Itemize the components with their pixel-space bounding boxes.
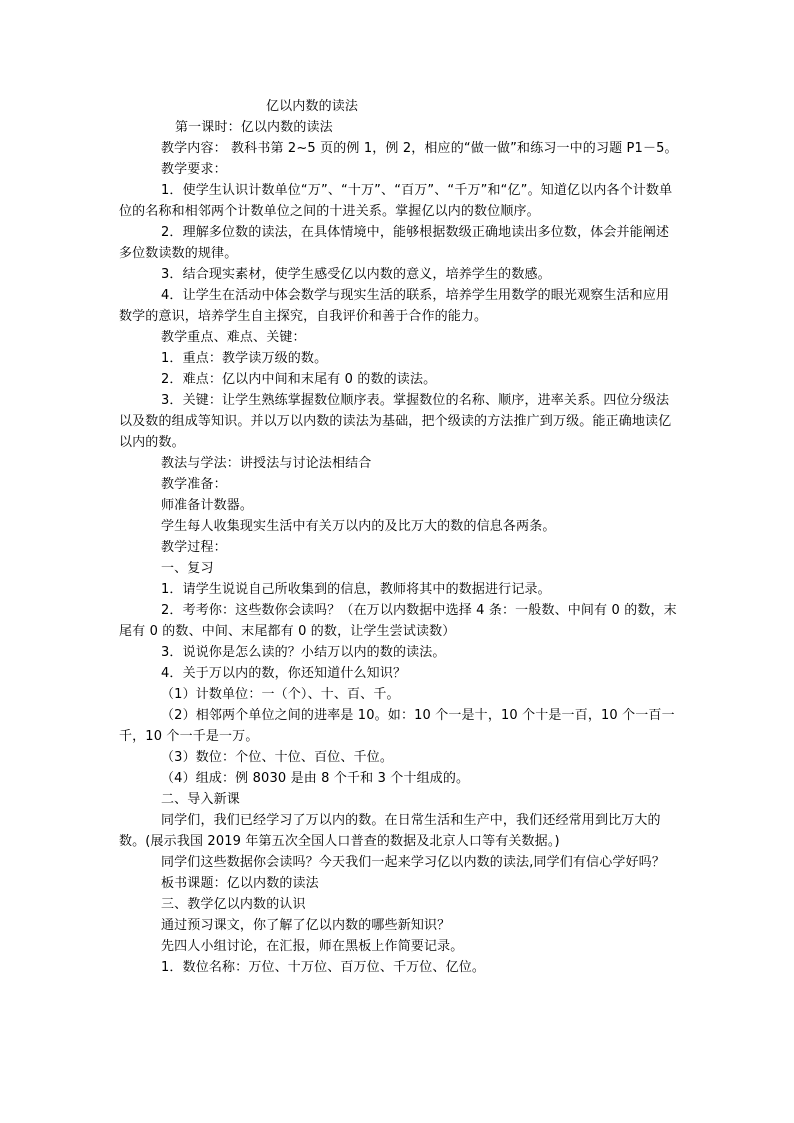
review-item-1: 1．请学生说说自己所收集到的信息，教师将其中的数据进行记录。 — [161, 582, 551, 597]
section-review-heading: 一、复习 — [161, 561, 214, 576]
review-item-4: 4．关于万以内的数，你还知道什么知识？ — [161, 666, 407, 681]
teaching-paragraph-1: 通过预习课文，你了解了亿以内数的哪些新知识？ — [161, 918, 451, 933]
review-subitem-4: （4）组成：例 8030 是由 8 个千和 3 个十组成的。 — [161, 771, 470, 786]
section-intro-heading: 二、导入新课 — [161, 792, 240, 807]
teaching-item-1: 1．数位名称：万位、十万位、百万位、千万位、亿位。 — [161, 960, 486, 975]
keypoint-2: 2．难点：亿以内中间和末尾有 0 的数的读法。 — [161, 372, 437, 387]
review-subitem-2: （2）相邻两个单位之间的进率是 10。如：10 个一是十，10 个十是一百，10 个一百一千，10 个一千是一万。 — [119, 708, 675, 744]
intro-paragraph-1: 同学们，我们已经学习了万以内的数。在日常生活和生产中，我们还经常用到比万大的数。(展示我国 2019 年第五次全国人口普查的数据及北京人口等有关数据。) — [119, 813, 661, 849]
keypoint-1: 1．重点：教学读万级的数。 — [161, 351, 328, 366]
document-title: 亿以内数的读法 — [266, 99, 359, 114]
preparation-teacher: 师准备计数器。 — [161, 498, 254, 513]
review-subitem-1: （1）计数单位：一（个）、十、百、千。 — [161, 687, 400, 702]
requirement-1: 1．使学生认识计数单位“万”、“十万”、“百万”、“千万”和“亿”。知道亿以内各个计数单位的名称和相邻两个计数单位之间的十进关系。掌握亿以内的数位顺序。 — [119, 183, 673, 219]
keypoints-heading: 教学重点、难点、关键： — [161, 330, 306, 345]
teaching-method: 教法与学法：讲授法与讨论法相结合 — [161, 456, 372, 471]
teaching-content: 教学内容： 教科书第 2~5 页的例 1，例 2，相应的“做一做”和练习一中的习题 P1－5。 — [161, 141, 678, 156]
review-item-3: 3．说说你是怎么读的？小结万以内的数的读法。 — [161, 645, 446, 660]
requirement-2: 2．理解多位数的读法，在具体情境中，能够根据数级正确地读出多位数，体会并能阐述多位数读数的规律。 — [119, 225, 670, 261]
review-item-2: 2．考考你：这些数你会读吗？（在万以内数据中选择 4 条：一般数、中间有 0 的数，末尾有 0 的数、中间、末尾都有 0 的数，让学生尝试读数） — [119, 603, 677, 639]
teaching-paragraph-2: 先四人小组讨论，在汇报，师在黑板上作简要记录。 — [161, 939, 464, 954]
review-subitem-3: （3）数位：个位、十位、百位、千位。 — [161, 750, 393, 765]
preparation-students: 学生每人收集现实生活中有关万以内的及比万大的数的信息各两条。 — [161, 519, 556, 534]
section-teaching-heading: 三、教学亿以内数的认识 — [161, 897, 306, 912]
intro-paragraph-2: 同学们这些数据你会读吗？今天我们一起来学习亿以内数的读法,同学们有信心学好吗？ — [161, 855, 665, 870]
keypoint-3: 3．关键：让学生熟练掌握数位顺序表。掌握数位的名称、顺序，进率关系。四位分级法以及数的组成等知识。并以万以内数的读法为基础，把个级读的方法推广到万级。能正确地读亿以内的数。 — [119, 393, 672, 450]
requirement-4: 4．让学生在活动中体会数学与现实生活的联系，培养学生用数学的眼光观察生活和应用数学的意识，培养学生自主探究，自我评价和善于合作的能力。 — [119, 288, 670, 324]
preparation-heading: 教学准备： — [161, 477, 227, 492]
process-heading: 教学过程： — [161, 540, 227, 555]
requirements-heading: 教学要求： — [161, 162, 227, 177]
requirement-3: 3．结合现实素材，使学生感受亿以内数的意义，培养学生的数感。 — [161, 267, 551, 282]
document-body — [119, 96, 679, 978]
lesson-heading: 第一课时：亿以内数的读法 — [175, 120, 333, 135]
board-topic: 板书课题：亿以内数的读法 — [161, 876, 319, 891]
